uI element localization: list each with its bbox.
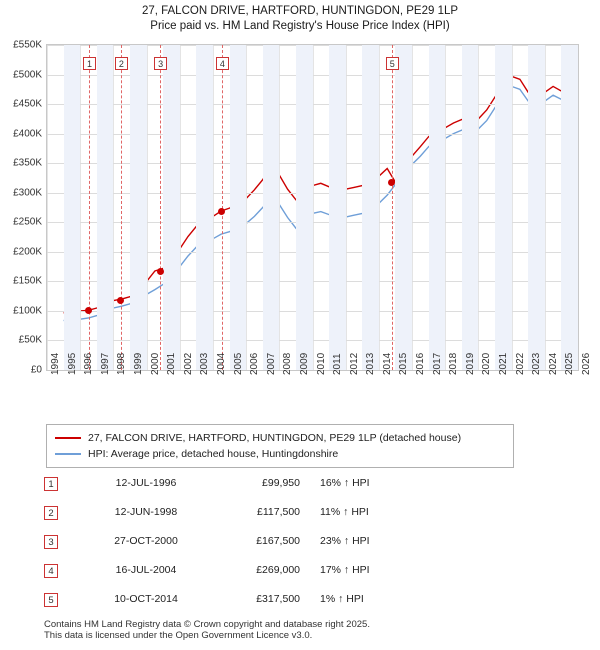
y-tick-label: £0 (30, 364, 42, 376)
gridline-vertical (180, 45, 181, 370)
data-point-marker[interactable] (157, 268, 164, 275)
y-tick-label: £350K (13, 157, 42, 169)
x-tick-label: 2009 (298, 352, 310, 375)
year-band (395, 45, 412, 370)
y-tick-label: £400K (13, 128, 42, 140)
x-tick-label: 2000 (149, 352, 161, 375)
x-tick-label: 2006 (249, 352, 261, 375)
year-band (64, 45, 81, 370)
year-band (429, 45, 446, 370)
year-band (329, 45, 346, 370)
x-tick-label: 1998 (116, 352, 128, 375)
row-date: 27-OCT-2000 (114, 535, 178, 547)
legend-swatch-red (55, 437, 81, 439)
x-tick-label: 2011 (332, 353, 344, 375)
legend-item-hpi (55, 446, 505, 462)
x-tick-label: 1997 (99, 352, 111, 375)
y-tick-label: £300K (13, 187, 42, 199)
legend-label-hpi: HPI: Average price, detached house, Huntingdonshire (88, 448, 339, 460)
legend (46, 424, 514, 468)
x-tick-label: 2001 (166, 352, 178, 375)
x-tick-label: 2024 (547, 352, 559, 375)
row-hpi-delta: 17% ↑ HPI (320, 564, 370, 576)
x-tick-label: 2025 (564, 352, 576, 375)
gridline-vertical (412, 45, 413, 370)
y-tick-label: £50K (18, 334, 42, 346)
marker-line (121, 45, 123, 370)
x-tick-label: 2014 (381, 352, 393, 375)
x-tick-label: 2007 (265, 352, 277, 375)
gridline-vertical (379, 45, 380, 370)
marker-badge[interactable]: 3 (154, 57, 167, 70)
x-tick-label: 1994 (50, 352, 61, 375)
row-price: £117,500 (256, 506, 300, 518)
gridline-vertical (578, 45, 579, 370)
data-point-marker[interactable] (218, 208, 225, 215)
x-tick-label: 2004 (215, 352, 227, 375)
gridline-vertical (545, 45, 546, 370)
gridline-vertical (246, 45, 247, 370)
year-band (362, 45, 379, 370)
table-row (44, 472, 544, 501)
x-tick-label: 2017 (431, 352, 443, 375)
gridline-vertical (346, 45, 347, 370)
row-hpi-delta: 1% ↑ HPI (320, 593, 364, 605)
footer (44, 619, 584, 641)
gridline-vertical (80, 45, 81, 370)
x-tick-label: 1999 (132, 352, 144, 375)
gridline-vertical (478, 45, 479, 370)
marker-line (89, 45, 91, 370)
y-tick-label: £250K (13, 216, 42, 228)
gridline-vertical (47, 45, 48, 370)
gridline-vertical (279, 45, 280, 370)
gridline-vertical (512, 45, 513, 370)
title-line-2: Price paid vs. HM Land Registry's House Price Index (HPI) (150, 20, 450, 32)
y-tick-label: £200K (13, 246, 42, 258)
title-line-1: 27, FALCON DRIVE, HARTFORD, HUNTINGDON, PE29 1LP (141, 5, 459, 17)
x-tick-label: 2018 (448, 352, 460, 375)
page-title (0, 4, 600, 34)
row-index-badge: 2 (44, 506, 58, 520)
table-row (44, 530, 544, 559)
year-band (495, 45, 512, 370)
marker-badge[interactable]: 4 (216, 57, 229, 70)
x-tick-label: 2005 (232, 352, 244, 375)
gridline-vertical (313, 45, 314, 370)
row-price: £99,950 (262, 477, 300, 489)
row-index-badge: 1 (44, 477, 58, 491)
year-band (163, 45, 180, 370)
row-hpi-delta: 23% ↑ HPI (320, 535, 370, 547)
gridline-vertical (445, 45, 446, 370)
x-tick-label: 2023 (531, 352, 543, 375)
legend-item-property (55, 430, 505, 446)
year-band (97, 45, 114, 370)
year-band (462, 45, 479, 370)
x-tick-label: 2008 (282, 352, 294, 375)
marker-badge[interactable]: 5 (386, 57, 399, 70)
y-tick-label: £450K (13, 98, 42, 110)
x-tick-label: 2002 (182, 352, 194, 375)
gridline-vertical (147, 45, 148, 370)
transactions-table (44, 472, 544, 617)
x-tick-label: 2013 (365, 352, 377, 375)
row-index-badge: 5 (44, 593, 58, 607)
year-band (528, 45, 545, 370)
row-price: £317,500 (256, 593, 300, 605)
year-band (130, 45, 147, 370)
year-band (263, 45, 280, 370)
x-tick-label: 1996 (83, 352, 95, 375)
row-index-badge: 4 (44, 564, 58, 578)
x-tick-label: 2021 (498, 352, 510, 375)
chart-area (46, 44, 579, 371)
gridline-vertical (213, 45, 214, 370)
year-band (230, 45, 247, 370)
row-date: 16-JUL-2004 (115, 564, 177, 576)
x-tick-label: 2010 (315, 352, 327, 375)
x-tick-label: 2015 (398, 352, 410, 375)
y-tick-label: £500K (13, 69, 42, 81)
row-price: £269,000 (256, 564, 300, 576)
x-tick-label: 2020 (481, 352, 493, 375)
x-tick-label: 2003 (199, 352, 211, 375)
year-band (196, 45, 213, 370)
gridline-vertical (113, 45, 114, 370)
row-index-badge: 3 (44, 535, 58, 549)
row-hpi-delta: 16% ↑ HPI (320, 477, 370, 489)
table-row (44, 588, 544, 617)
footer-line-2: This data is licensed under the Open Government Licence v3.0. (44, 630, 313, 641)
year-band (561, 45, 578, 370)
x-tick-label: 2019 (464, 352, 476, 375)
x-tick-label: 2012 (348, 352, 360, 375)
plot-region (46, 44, 579, 371)
x-tick-label: 2022 (514, 352, 526, 375)
row-price: £167,500 (256, 535, 300, 547)
marker-badge[interactable]: 1 (83, 57, 96, 70)
x-tick-label: 2016 (415, 352, 427, 375)
table-row (44, 501, 544, 530)
x-tick-label: 1995 (66, 352, 78, 375)
footer-line-1: Contains HM Land Registry data © Crown copyright and database right 2025. (44, 619, 370, 630)
year-band (296, 45, 313, 370)
marker-badge[interactable]: 2 (115, 57, 128, 70)
row-date: 12-JUL-1996 (115, 477, 177, 489)
legend-swatch-blue (55, 453, 81, 455)
legend-label-property: 27, FALCON DRIVE, HARTFORD, HUNTINGDON, PE29 1LP (detached house) (88, 432, 462, 444)
marker-line (392, 45, 394, 370)
marker-line (160, 45, 162, 370)
y-tick-label: £150K (13, 275, 42, 287)
y-tick-label: £100K (13, 305, 42, 317)
row-date: 10-OCT-2014 (114, 593, 178, 605)
row-date: 12-JUN-1998 (114, 506, 178, 518)
y-tick-label: £550K (13, 39, 42, 51)
x-tick-label: 2026 (581, 352, 592, 375)
table-row (44, 559, 544, 588)
row-hpi-delta: 11% ↑ HPI (320, 506, 369, 518)
